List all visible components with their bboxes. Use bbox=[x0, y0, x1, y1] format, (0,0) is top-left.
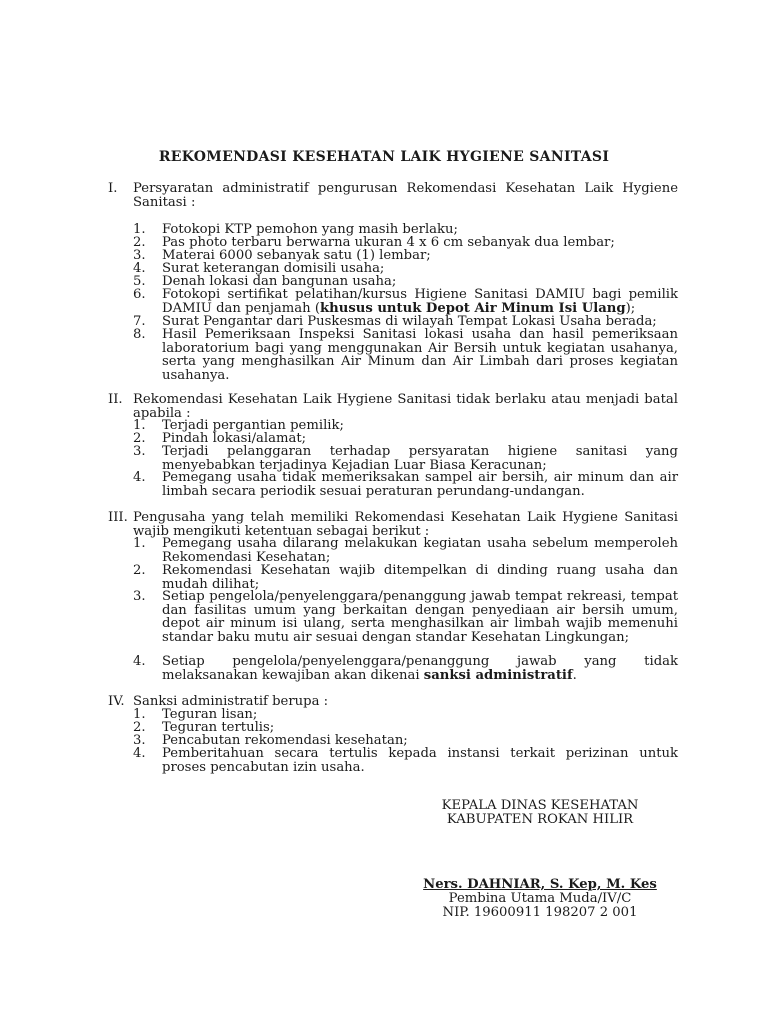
section-2-item-2: Pindah lokasi/alamat; bbox=[162, 431, 307, 446]
section-1-item-7: Surat Pengantar dari Puskesmas di wilayah Tempat Lokasi Usaha berada; bbox=[162, 314, 657, 329]
section-1-item-4-number: 4. bbox=[133, 261, 146, 276]
section-4-item-1: Teguran lisan; bbox=[162, 707, 258, 722]
section-1-item-3: Materai 6000 sebanyak satu (1) lembar; bbox=[162, 248, 431, 263]
section-1-item-3-number: 3. bbox=[133, 248, 146, 263]
section-1-item-8: Hasil Pemeriksaan Inspeksi Sanitasi lokasi usaha dan hasil pemeriksaan laboratorium bagi yang menggunakan Air Bersih untuk kegiatan usahanya, serta yang menghasilkan Air Minum dan Air Limbah dari proses kegiatan usahanya. bbox=[162, 327, 678, 383]
signature-rank: Pembina Utama Muda/IV/C bbox=[448, 891, 632, 906]
signature-nip: NIP. 19600911 198207 2 001 bbox=[442, 905, 638, 920]
section-1-item-2: Pas photo terbaru berwarna ukuran 4 x 6 cm sebanyak dua lembar; bbox=[162, 235, 615, 250]
section-1-item-6-end: ); bbox=[625, 300, 636, 316]
section-1-item-6-number: 6. bbox=[133, 287, 146, 302]
section-3-intro: Pengusaha yang telah memiliki Rekomendasi Kesehatan Laik Hygiene Sanitasi wajib mengikuti ketentuan sebagai berikut : bbox=[133, 510, 678, 539]
section-3-item-4-text: Setiap pengelola/penyelenggara/penanggung jawab yang tidak melaksanakan kewajiban akan dikenai bbox=[162, 654, 678, 683]
section-1-item-5: Denah lokasi dan bangunan usaha; bbox=[162, 274, 397, 289]
section-2-intro: Rekomendasi Kesehatan Laik Hygiene Sanitasi tidak berlaku atau menjadi batal apabila : bbox=[133, 392, 678, 421]
section-1-item-1: Fotokopi KTP pemohon yang masih berlaku; bbox=[162, 222, 458, 237]
section-2-item-1: Terjadi pergantian pemilik; bbox=[162, 418, 344, 433]
section-1-intro: Persyaratan administratif pengurusan Rekomendasi Kesehatan Laik Hygiene Sanitasi : bbox=[133, 181, 678, 210]
section-1-item-6-text: Fotokopi sertifikat pelatihan/kursus Higiene Sanitasi DAMIU bagi pemilik DAMIU dan penjamah ( bbox=[162, 287, 678, 316]
signature-office-line-2: KABUPATEN ROKAN HILIR bbox=[446, 812, 634, 827]
section-4-number: IV. bbox=[108, 694, 125, 709]
section-3-item-3: Setiap pengelola/penyelenggara/penanggung jawab tempat rekreasi, tempat dan fasilitas umum yang berkaitan dengan penyediaan air bersih umum, depot air minum isi ulang, serta menghasilkan air limbah wajib memenuhi standar baku mutu air sesuai dengan standar Kesehatan Lingkungan; bbox=[162, 589, 678, 645]
section-1-item-5-number: 5. bbox=[133, 274, 146, 289]
section-3-item-1: Pemegang usaha dilarang melakukan kegiatan usaha sebelum memperoleh Rekomendasi Kesehatan; bbox=[162, 536, 678, 565]
section-2-item-3: Terjadi pelanggaran terhadap persyaratan higiene sanitasi yang menyebabkan terjadinya Kejadian Luar Biasa Keracunan; bbox=[162, 444, 678, 473]
section-4-intro: Sanksi administratif berupa : bbox=[133, 694, 329, 709]
section-4-item-3-number: 3. bbox=[133, 733, 146, 748]
section-1-item-8-number: 8. bbox=[133, 327, 146, 342]
section-3-item-4-number: 4. bbox=[133, 654, 146, 669]
section-1-item-6 bbox=[162, 288, 678, 315]
section-3-item-2: Rekomendasi Kesehatan wajib ditempelkan di dinding ruang usaha dan mudah dilihat; bbox=[162, 563, 678, 592]
document-title: REKOMENDASI KESEHATAN LAIK HYGIENE SANITASI bbox=[158, 149, 610, 165]
section-2-item-3-number: 3. bbox=[133, 444, 146, 459]
section-1-item-7-number: 7. bbox=[133, 314, 146, 329]
section-3-item-1-number: 1. bbox=[133, 536, 146, 551]
section-4-item-4-number: 4. bbox=[133, 746, 146, 761]
section-3-item-4-bold: sanksi administratif bbox=[423, 667, 573, 683]
section-1-item-2-number: 2. bbox=[133, 235, 146, 250]
section-2-item-4-number: 4. bbox=[133, 470, 146, 485]
signature-name: Ners. DAHNIAR, S. Kep, M. Kes bbox=[423, 877, 657, 892]
section-4-item-3: Pencabutan rekomendasi kesehatan; bbox=[162, 733, 408, 748]
section-1-item-4: Surat keterangan domisili usaha; bbox=[162, 261, 385, 276]
section-3-item-3-number: 3. bbox=[133, 589, 146, 604]
section-3-item-2-number: 2. bbox=[133, 563, 146, 578]
section-2-number: II. bbox=[108, 392, 123, 407]
section-1-number: I. bbox=[108, 181, 118, 196]
section-3-item-4-end: . bbox=[572, 667, 577, 683]
section-2-item-2-number: 2. bbox=[133, 431, 146, 446]
section-1-item-1-number: 1. bbox=[133, 222, 146, 237]
section-3-item-4 bbox=[162, 655, 678, 682]
section-2-item-1-number: 1. bbox=[133, 418, 146, 433]
section-1-item-6-bold: khusus untuk Depot Air Minum Isi Ulang bbox=[320, 300, 626, 316]
section-4-item-2-number: 2. bbox=[133, 720, 146, 735]
section-4-item-2: Teguran tertulis; bbox=[162, 720, 275, 735]
section-4-item-4: Pemberitahuan secara tertulis kepada instansi terkait perizinan untuk proses pencabutan izin usaha. bbox=[162, 746, 678, 775]
signature-office-line-1: KEPALA DINAS KESEHATAN bbox=[441, 798, 639, 813]
section-2-item-4: Pemegang usaha tidak memeriksakan sampel air bersih, air minum dan air limbah secara periodik sesuai peraturan perundang-undangan. bbox=[162, 470, 678, 499]
section-3-number: III. bbox=[108, 510, 128, 525]
section-4-item-1-number: 1. bbox=[133, 707, 146, 722]
